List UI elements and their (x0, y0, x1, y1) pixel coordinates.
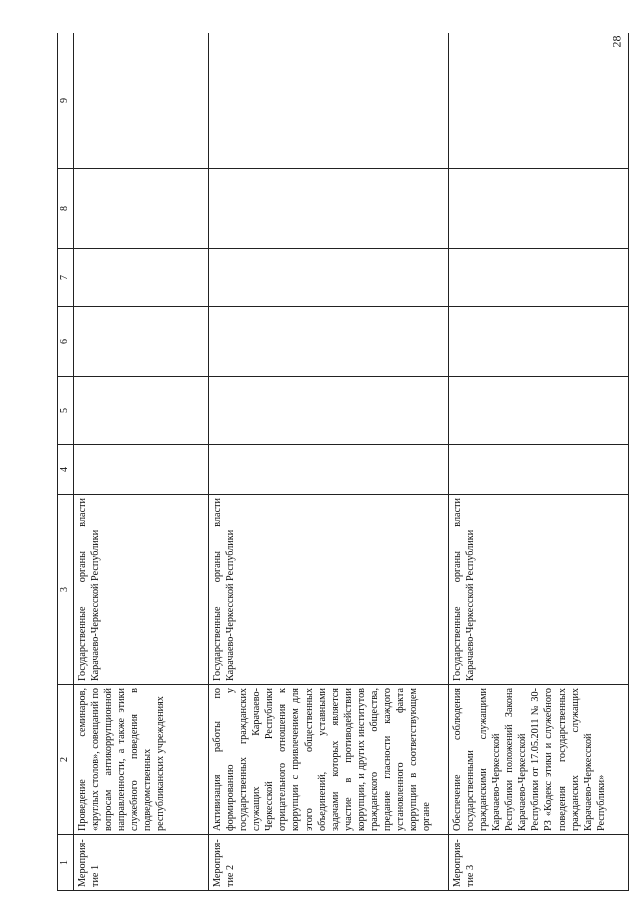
measure-number: Мероприя-тие 1 (73, 835, 208, 891)
table-cell-col-7 (449, 249, 629, 307)
table-cell-col-5 (209, 377, 449, 445)
table-cell-col-8 (73, 169, 208, 249)
header-col-8: 8 (58, 169, 74, 249)
table-cell-col-6 (209, 307, 449, 377)
measure-number: Мероприя-тие 2 (209, 835, 449, 891)
header-col-1: 1 (58, 835, 74, 891)
measure-description: Обеспечение соблюдения государственными гражданскими служащими Карачаево-Черкесской Республики положений Закона Карачаево-Черкесской Республики от 17.05.2011 № 30-РЗ «Кодекс этики и служебного поведения государственных гражданских служащих Карачаево-Черкесской Республики» (449, 685, 629, 835)
table-cell-col-8 (209, 169, 449, 249)
table-cell-col-9 (73, 33, 208, 169)
measures-table (57, 33, 629, 891)
measure-description: Активизация работы по формированию у государственных гражданских служащих Карачаево-Черкесской Республики отрицательного отношения к коррупции с привлечением для этого общественных объединений, уставными задачами которых является участие в противодействии коррупции, и других институтов гражданского общества, предание гласности каждого установленного факта коррупции в соответствующем органе (209, 685, 449, 835)
header-col-6: 6 (58, 307, 74, 377)
header-col-9: 9 (58, 33, 74, 169)
table-cell-col-6 (73, 307, 208, 377)
header-col-3: 3 (58, 495, 74, 685)
table-cell-col-5 (73, 377, 208, 445)
table-cell-col-9 (209, 33, 449, 169)
header-col-2: 2 (58, 685, 74, 835)
table-cell-col-4 (73, 445, 208, 495)
table-row (449, 33, 629, 891)
table-cell-col-9 (449, 33, 629, 169)
measure-number: Мероприя-тие 3 (449, 835, 629, 891)
table-cell-col-4 (209, 445, 449, 495)
responsible-executor: Государственные органы власти Карачаево-Черкесской Республики (449, 495, 629, 685)
table-row (73, 33, 208, 891)
header-col-4: 4 (58, 445, 74, 495)
rotated-page (57, 33, 629, 891)
table-cell-col-8 (449, 169, 629, 249)
table-cell-col-7 (209, 249, 449, 307)
table-cell-col-4 (449, 445, 629, 495)
table-row (209, 33, 449, 891)
header-col-5: 5 (58, 377, 74, 445)
responsible-executor: Государственные органы власти Карачаево-Черкесской Республики (73, 495, 208, 685)
header-row (58, 33, 74, 891)
responsible-executor: Государственные органы власти Карачаево-Черкесской Республики (209, 495, 449, 685)
table-viewport (57, 33, 629, 891)
table-cell-col-6 (449, 307, 629, 377)
measure-description: Проведение семинаров, «круглых столов», совещаний по вопросам антикоррупционной направленности, а также этики служебного поведения в подведомственных республиканских учреждениях (73, 685, 208, 835)
header-col-7: 7 (58, 249, 74, 307)
table-cell-col-5 (449, 377, 629, 445)
table-cell-col-7 (73, 249, 208, 307)
page-number: 28 (609, 35, 624, 48)
